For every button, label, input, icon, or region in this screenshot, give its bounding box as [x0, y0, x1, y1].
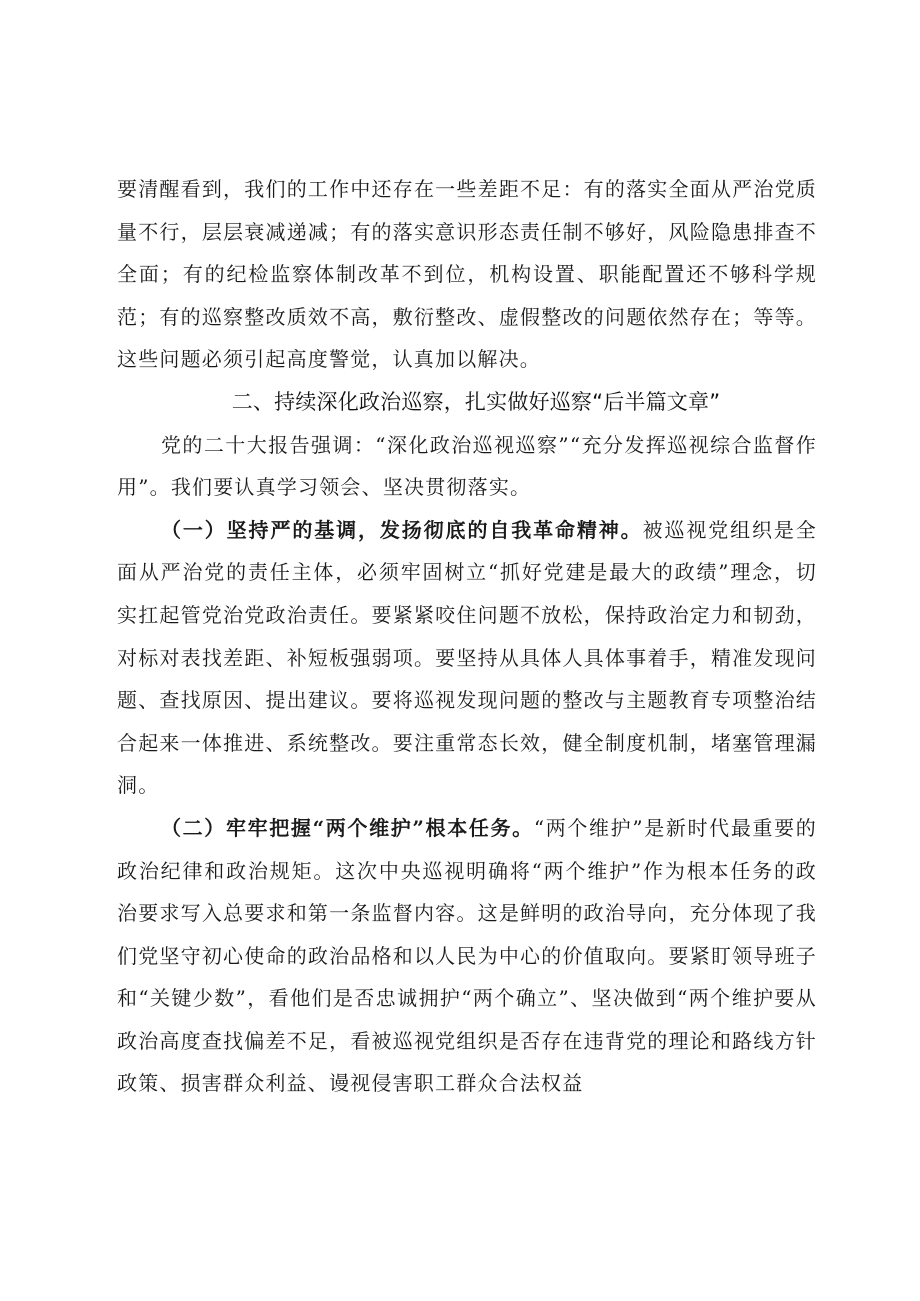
- paragraph-two-safeguards: [117, 807, 817, 1105]
- subheading-strict-tone: （一）坚持严的基调，发扬彻底的自我革命精神。: [161, 517, 643, 542]
- subheading-two-safeguards: （二）牢牢把握“两个维护”根本任务。: [161, 815, 534, 840]
- paragraph-strict-tone: [117, 509, 817, 807]
- paragraph-shortcomings: 要清醒看到，我们的工作中还存在一些差距不足：有的落实全面从严治党质量不行，层层衰减递减；有的落实意识形态责任制不够好，风险隐患排查不全面；有的纪检监察体制改革不到位，机构设置、职能配置还不够科学规范；有的巡察整改质效不高，敷衍整改、虚假整改的问题依然存在；等等。这些问题必须引起高度警觉，认真加以解决。: [117, 177, 817, 372]
- section-heading: 二、持续深化政治巡察，扎实做好巡察“后半篇文章”: [231, 389, 721, 414]
- paragraph-report-emphasis: 党的二十大报告强调：“深化政治巡视巡察”“充分发挥巡视综合监督作用”。我们要认真学习领会、坚决贯彻落实。: [117, 432, 817, 500]
- paragraph-two-safeguards-body: “两个维护”是新时代最重要的政治纪律和政治规矩。这次中央巡视明确将“两个维护”作为根本任务的政治要求写入总要求和第一条监督内容。这是鲜明的政治导向，充分体现了我们党坚守初心使命的政治品格和以人民为中心的价值取向。要紧盯领导班子和“关键少数”，看他们是否忠诚拥护“两个确立”、坚决做到“两个维护要从政治高度查找偏差不足，看被巡视党组织是否存在违背党的理论和路线方针政策、损害群众利益、谩视侵害职工群众合法权益: [117, 815, 818, 1096]
- document-body: [117, 168, 817, 1105]
- paragraph-strict-tone-body: 被巡视党组织是全面从严治党的责任主体，必须牢固树立“抓好党建是最大的政绩”理念，切实扛起管党治党政治责任。要紧紧咬住问题不放松，保持政治定力和韧劲，对标对表找差距、补短板强弱项。要坚持从具体人具体事着手，精准发现问题、查找原因、提出建议。要将巡视发现问题的整改与主题教育专项整治结合起来一体推进、系统整改。要注重常态长效，健全制度机制，堵塞管理漏洞。: [117, 517, 817, 798]
